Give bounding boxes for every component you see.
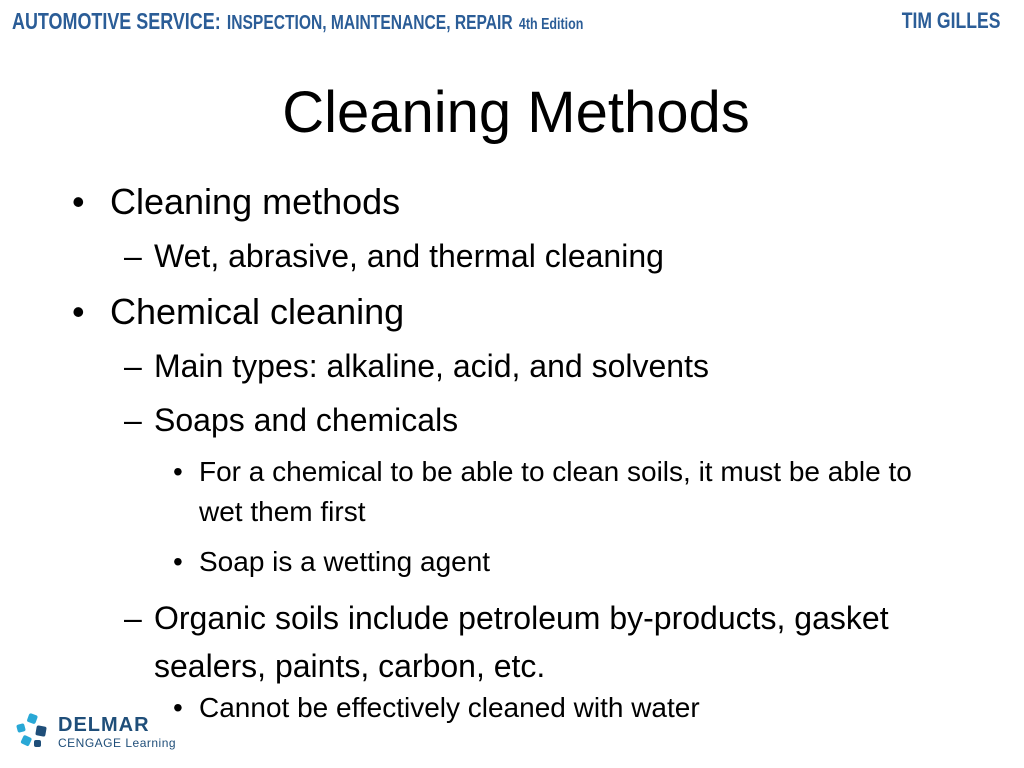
bullet-item-level2 xyxy=(124,348,984,384)
bullet-marker: • xyxy=(173,692,183,723)
bullet-item-level2 xyxy=(124,402,984,438)
bullet-text: For a chemical to be able to clean soils, it must be able to wet them first xyxy=(199,456,912,527)
book-title-main: AUTOMOTIVE SERVICE: xyxy=(12,8,221,34)
bullet-item-level2 xyxy=(124,594,904,690)
dash-marker: – xyxy=(124,402,142,438)
slide-title: Cleaning Methods xyxy=(282,80,750,145)
logo-tagline: CENGAGE Learning xyxy=(58,736,177,750)
bullet-text: Organic soils include petroleum by-products, gasket sealers, paints, carbon, etc. xyxy=(154,600,889,684)
delmar-logo-icon xyxy=(14,712,54,752)
dash-marker: – xyxy=(124,348,142,384)
bullet-text: Soaps and chemicals xyxy=(154,402,459,438)
author-name: TIM GILLES xyxy=(901,8,1000,33)
dash-marker: – xyxy=(124,238,142,274)
bullet-marker: • xyxy=(72,291,85,332)
book-edition: 4th Edition xyxy=(518,16,584,33)
bullet-text: Main types: alkaline, acid, and solvents xyxy=(154,348,709,384)
bullet-item-level3 xyxy=(173,542,963,582)
bullet-text: Cannot be effectively cleaned with water xyxy=(199,692,700,723)
book-title-sub: INSPECTION, MAINTENANCE, REPAIR xyxy=(226,12,513,34)
bullet-item-level2 xyxy=(124,238,984,274)
bullet-item-level3 xyxy=(173,452,963,532)
bullet-text: Cleaning methods xyxy=(110,181,401,222)
bullet-marker: • xyxy=(173,546,183,577)
delmar-cengage-logo xyxy=(14,712,194,752)
bullet-text: Chemical cleaning xyxy=(110,291,405,332)
bullet-item-level3 xyxy=(173,688,963,728)
bullet-text: Wet, abrasive, and thermal cleaning xyxy=(154,238,664,274)
bullet-item-level1 xyxy=(72,292,972,332)
bullet-text: Soap is a wetting agent xyxy=(199,546,491,577)
bullet-marker: • xyxy=(173,456,183,487)
dash-marker: – xyxy=(124,600,142,636)
bullet-item-level1 xyxy=(72,182,972,222)
logo-name: DELMAR xyxy=(58,714,150,736)
bullet-marker: • xyxy=(72,181,85,222)
